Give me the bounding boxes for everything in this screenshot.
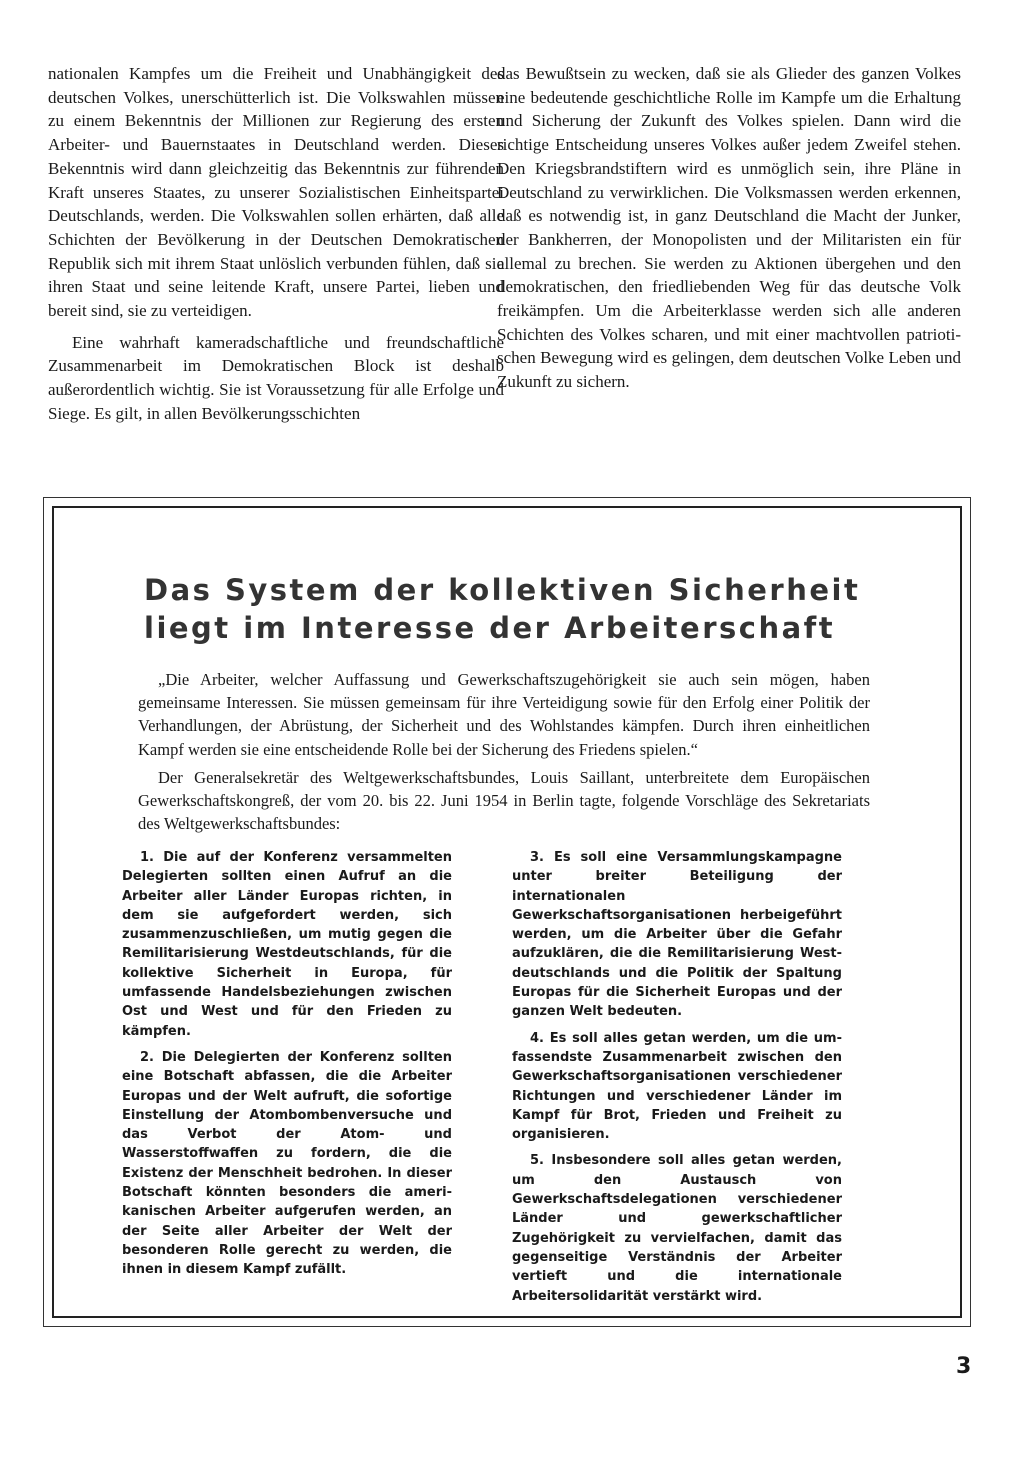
box-title-line: Das System der kollektiven Sicherheit — [144, 573, 861, 607]
proposals-left-column — [122, 848, 452, 1287]
proposal-item: 2. Die Delegierten der Konferenz sollten eine Botschaft abfassen, die die Arbeiter Europas und der Welt aufruft, die sofortige Einstellung der Atombombenversuche und das Verbot der Atom- und Wasserstoffwaffen zu fordern, die die Existenz der Menschheit bedrohen. In dieser Botschaft könnten besonders die amerikanischen Arbeiter aufgerufen werden, an der Seite aller Arbeiter der Welt der besonderen Rolle gerecht zu werden, die ihnen in diesem Kampf zufällt. — [122, 1049, 452, 1278]
article-left-column — [48, 62, 504, 426]
proposal-item: 4. Es soll alles getan werden, um die umfassendste Zusammenarbeit zwischen den Gewerkschaftsorganisationen verschiedener Richtungen und verschiedener Länder im Kampf für Brot, Frieden und Freiheit zu organisieren. — [512, 1030, 842, 1143]
box-title-line: liegt im Interesse der Arbeiterschaft — [144, 611, 836, 645]
box-intro: Der Generalsekretär des Weltgewerkschaftsbundes, Louis Saillant, unterbreitete dem Europäischen Gewerkschaftskongreß, der vom 20. bis 22. Juni 1954 in Berlin tagte, folgende Vorschläge des Sekretariats des Weltgewerkschaftsbundes: — [138, 767, 870, 834]
proposal-item: 1. Die auf der Konferenz versammelten Delegierten sollten einen Aufruf an die Arbeiter aller Länder Europas richten, in dem sie aufgefordert werden, sich zusammenzuschließen, um mutig gegen die Remilitarisierung Westdeutschlands, für die kollektive Sicherheit in Europa, für umfassende Handelsbeziehungen zwischen Ost und West und für den Frieden zu kämpfen. — [122, 850, 452, 1039]
article-right-column — [497, 62, 961, 394]
article-paragraph: Eine wahrhaft kameradschaftliche und freundschaftliche Zusammenarbeit im Demokratischen Block ist deshalb außerordentlich wichtig. Sie ist Voraussetzung für alle Erfolge und Siege. Es gilt, in allen Bevölkerungsschichten — [48, 332, 504, 423]
article-paragraph: nationalen Kampfes um die Freiheit und Unabhängigkeit des deutschen Volkes, unerschütterlich ist. Die Volkswahlen müssen zu einem Bekenntnis der Millionen zur Regierung des ersten Arbeiter- und Bauernstaates in Deutschland werden. Dieses Bekenntnis wird dann gleichzeitig das Bekenntnis zur führenden Kraft unseres Staates, zu unserer Sozialistischen Einheitspartei Deutschlands, werden. Die Volkswahlen sollen erhärten, daß alle Schichten der Bevölkerung in der Deutschen Demokratischen Republik sich mit ihrem Staat unlöslich verbunden fühlen, daß sie ihren Staat und seine leitende Kraft, unsere Partei, lieben und bereit sind, sie zu verteidigen. — [48, 64, 504, 321]
box-title — [144, 571, 884, 647]
info-box — [43, 497, 971, 1327]
proposals-right-column — [512, 848, 842, 1313]
box-quote-block — [138, 668, 870, 835]
proposal-item: 5. Insbesondere soll alles getan werden, um den Austausch von Gewerkschaftsdelegationen verschiedener Länder und gewerkschaftlicher Zugehörigkeit zu vervielfachen, damit das gegenseitige Verständnis der Arbeiter vertieft und die internationale Arbeitersolidarität verstärkt wird. — [512, 1153, 842, 1304]
page-number: 3 — [956, 1354, 972, 1379]
proposal-item: 3. Es soll eine Versammlungskampagne unter breiter Beteiligung der internationalen Gewerkschaftsorganisationen herbeigeführt werden, um die Arbeiter über die Gefahr aufzuklären, die die Remilitarisierung Westdeutschlands und die Politik der Spaltung Europas für die Sicherheit Europas und der ganzen Welt bedeuten. — [512, 850, 842, 1020]
box-quote: „Die Arbeiter, welcher Auffassung und Gewerkschaftszugehörigkeit sie auch sein mögen, haben gemeinsame Interessen. Sie müssen gemeinsam für ihre Verteidigung sowie für den Erfolg einer Politik der Verhandlungen, der Abrüstung, der Sicherheit und des Wohlstandes kämpfen. Durch ihren einheitlichen Kampf werden sie eine entscheidende Rolle bei der Sicherung des Friedens spielen.“ — [138, 670, 870, 759]
article-paragraph: das Bewußtsein zu wecken, daß sie als Glieder des ganzen Volkes eine bedeutende geschichtliche Rolle im Kampfe um die Erhaltung und Sicherung der Zukunft des Volkes spielen. Dann wird die richtige Entscheidung unseres Volkes außer jedem Zweifel stehen. Den Kriegsbrandstiftern wird es unmöglich sein, ihre Pläne in Deutschland zu verwirklichen. Die Volksmassen werden erkennen, daß es notwendig ist, in ganz Deutschland die Macht der Junker, der Bankherren, der Monopolisten und der Militaristen ein für allemal zu brechen. Sie werden zu Aktionen übergehen und den demokratischen, den friedliebenden Weg für das deutsche Volk freikämpfen. Um die Arbeiterklasse werden sich alle anderen Schichten des Volkes scharen, und mit einer machtvollen patriotischen Bewegung wird es gelingen, dem deutschen Volke Leben und Zukunft zu sichern. — [497, 64, 961, 392]
